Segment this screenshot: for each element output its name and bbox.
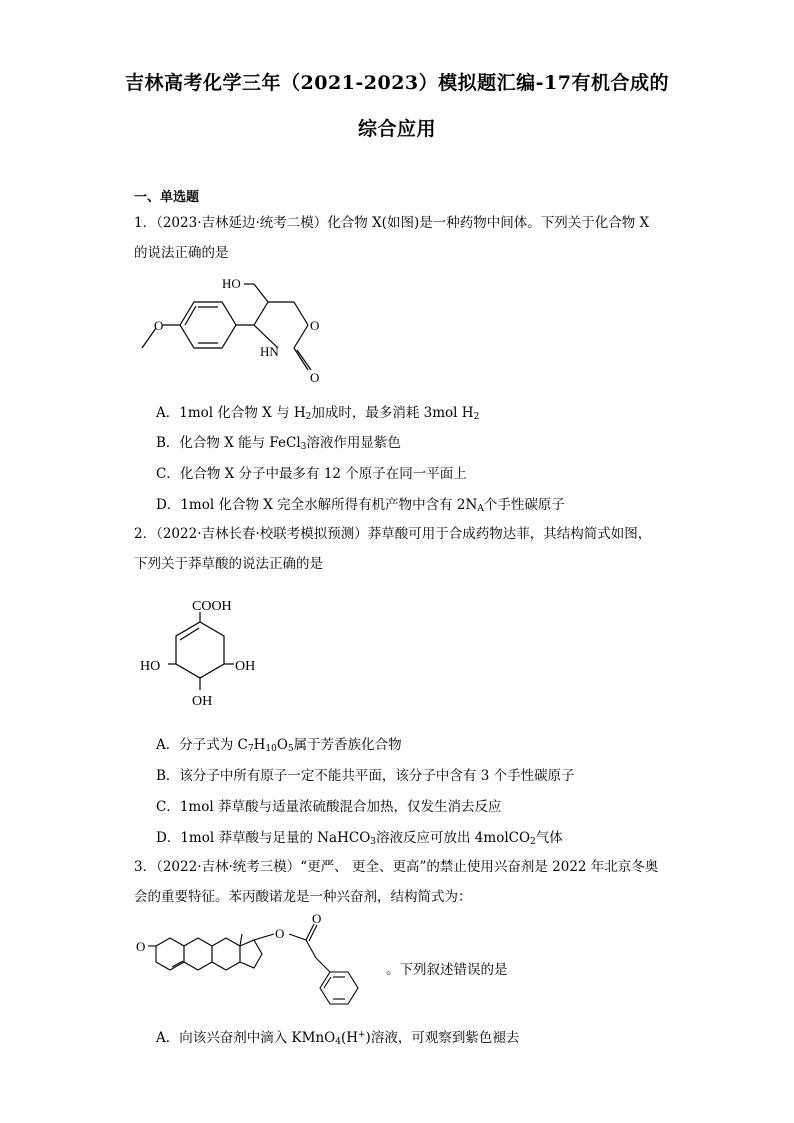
- question-2-stem: [134, 524, 664, 574]
- question-3-tail: 。下列叙述错误的是: [386, 962, 508, 978]
- nh-label: HN: [260, 344, 279, 359]
- methoxy-o: O: [154, 318, 164, 333]
- carbonyl-o-label: O: [310, 370, 320, 385]
- q2-option-c[interactable]: C．1mol 莽草酸与适量浓硫酸混合加热，仅发生消去反应: [156, 799, 502, 815]
- nandrolone-phenylpropionate-structure: [134, 912, 384, 1016]
- q1-option-c[interactable]: C．化合物 X 分子中最多有 12 个原子在同一平面上: [156, 466, 467, 482]
- question-3-stem: [134, 857, 664, 907]
- ester-o-label: O: [275, 926, 285, 941]
- question-3-line1: 3．（2022·吉林·统考三模）“更严、 更全、更高”的禁止使用兴奋剂是 2022 年北京冬奥: [134, 859, 659, 875]
- question-1-stem: [134, 213, 664, 263]
- question-1-line1: 1．（2023·吉林延边·统考二模）化合物 X(如图)是一种药物中间体。下列关于化合物 X: [134, 215, 650, 231]
- compound-x-structure: [134, 270, 354, 390]
- section-heading: 一、单选题: [134, 190, 200, 205]
- q3-option-a[interactable]: A．向该兴奋剂中滴入 KMnO$_4$(H+)溶液，可观察到紫色褪去: [156, 1030, 520, 1047]
- question-2-line1: 2．（2022·吉林长春·校联考模拟预测）莽草酸可用于合成药物达菲，其结构简式如图，: [134, 526, 652, 542]
- hydroxyl-label: HO: [222, 276, 241, 291]
- q2-option-d[interactable]: D．1mol 莽草酸与足量的 NaHCO$_3$溶液反应可放出 4molCO$_2$气体: [156, 830, 563, 847]
- q1-option-a[interactable]: A．1mol 化合物 X 与 $H_2$加成时，最多消耗 3mol $H_2$: [156, 405, 480, 422]
- q2-option-a[interactable]: A．分子式为 $C_7H_{10}O_5$属于芳香族化合物: [156, 737, 402, 754]
- ring-o-label: O: [310, 318, 320, 333]
- ho-label: HO: [140, 659, 161, 674]
- shikimic-acid-structure: [134, 592, 274, 712]
- question-1-line2: 的说法正确的是: [134, 245, 229, 261]
- question-3-line2: 会的重要特征。苯丙酸诺龙是一种兴奋剂，结构简式为：: [134, 889, 472, 905]
- q2-option-b[interactable]: B．该分子中所有原子一定不能共平面，该分子中含有 3 个手性碳原子: [156, 768, 575, 784]
- page-title-line2: 综合应用: [357, 118, 436, 140]
- ketone-o-label: O: [136, 939, 146, 954]
- cooh-label: COOH: [192, 599, 232, 614]
- page-title: 吉林高考化学三年（2021-2023）模拟题汇编-17有机合成的: [125, 72, 669, 94]
- carbonyl-o-label-q3: O: [312, 912, 322, 926]
- q1-option-d[interactable]: D．1mol 化合物 X 完全水解所得有机产物中含有 $2N_A$个手性碳原子: [156, 497, 565, 514]
- oh-bottom-label: OH: [192, 694, 213, 709]
- question-2-line2: 下列关于莽草酸的说法正确的是: [134, 556, 323, 572]
- oh-right-label: OH: [235, 659, 256, 674]
- q1-option-b[interactable]: B．化合物 X 能与 FeCl$_3$溶液作用显紫色: [156, 435, 401, 452]
